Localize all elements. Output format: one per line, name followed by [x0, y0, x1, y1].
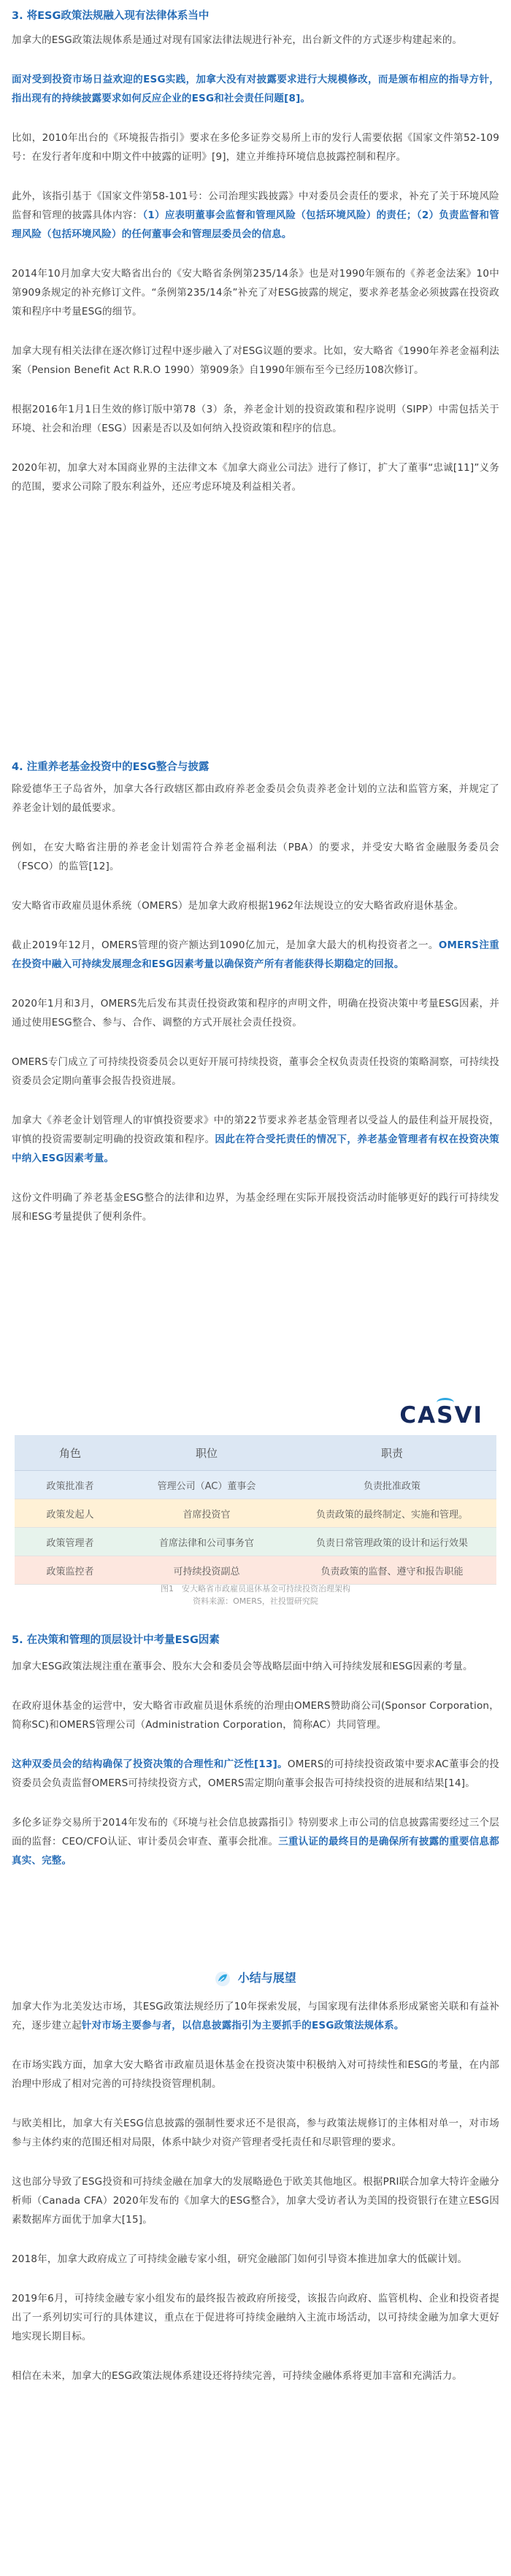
casvi-logo — [396, 1399, 483, 1429]
table-header-duty: 职责 — [288, 1435, 496, 1471]
section-5-body — [12, 1657, 499, 1891]
table-cell: 政策管理者 — [15, 1528, 126, 1556]
table-caption — [0, 1583, 511, 1607]
table-header-position: 职位 — [126, 1435, 288, 1471]
sec3-paragraph-1: 加拿大的ESG政策法规体系是通过对现有国家法律法规进行补充，出台新文件的方式逐步构建起来的。 — [12, 34, 463, 46]
sec5-paragraph-2: 在政府退休基金的运营中，安大略省市政雇员退休系统的治理由OMERS赞助商公司(Sponsor Corporation，简称SC)和OMERS管理公司（Administration Corporation，简称AC）共同管理。 — [12, 1700, 499, 1731]
table-cell: 可持续投资副总 — [126, 1556, 288, 1585]
table-cell: 政策监控者 — [15, 1556, 126, 1585]
table-row — [15, 1528, 496, 1556]
summary-paragraph-3: 与欧美相比，加拿大有关ESG信息披露的强制性要求还不是很高，参与政策法规修订的主体相对单一，对市场参与主体约束的范围还相对局限，体系中缺少对资产管理者受托责任和尽职管理的要求。 — [12, 2118, 499, 2148]
table-cell: 首席投资官 — [126, 1499, 288, 1528]
sec3-paragraph-7: 根据2016年1月1日生效的修订版中第78（3）条，养老金计划的投资政策和程序说明（SIPP）中需包括关于环境、社会和治理（ESG）因素是否以及如何纳入投资政策和程序的信息。 — [12, 404, 499, 434]
summary-paragraph-4: 这也部分导致了ESG投资和可持续金融在加拿大的发展略逊色于欧美其他地区。根据PRI联合加拿大特许金融分析师（Canada CFA）2020年发布的《加拿大的ESG整合》，加拿大受访者认为美国的投资银行在建立ESG因素数据库方面优于加拿大[15]。 — [12, 2176, 499, 2226]
summary-paragraph-7: 相信在未来，加拿大的ESG政策法规体系建设还将持续完善，可持续金融体系将更加丰富和充满活力。 — [12, 2370, 463, 2382]
sec3-paragraph-3: 比如，2010年出台的《环境报告指引》要求在多伦多证券交易所上市的发行人需要依据《国家文件第52-109号：在发行者年度和中期文件中披露的证明》[9]，建立并维持环境信息披露控制和程序。 — [12, 132, 499, 163]
summary-paragraph-1-highlight: 针对市场主要参与者，以信息披露指引为主要抓手的ESG政策法规体系。 — [81, 2020, 404, 2031]
table-row — [15, 1471, 496, 1499]
sec5-paragraph-3-highlight: 这种双委员会的结构确保了投资决策的合理性和广泛性[13]。 — [12, 1758, 288, 1770]
table-header-row — [15, 1435, 496, 1471]
section-4-heading: 4. 注重养老基金投资中的ESG整合与披露 — [12, 761, 210, 773]
sec4-paragraph-4-text: 截止2019年12月，OMERS管理的资产额达到1090亿加元，是加拿大最大的机构投资者之一。 — [12, 939, 439, 951]
sec3-paragraph-2-highlight: 面对受到投资市场日益欢迎的ESG实践，加拿大没有对披露要求进行大规模修改，而是颁布相应的指导方针，指出现有的持续披露要求如何反应企业的ESG和社会责任问题[8]。 — [12, 74, 499, 104]
sec4-paragraph-4 — [12, 936, 499, 974]
section-3-heading: 3. 将ESG政策法规融入现有法律体系当中 — [12, 10, 210, 22]
table-cell: 政策发起人 — [15, 1499, 126, 1528]
summary-paragraph-1 — [12, 1997, 499, 2035]
table-cell: 负责政策的监督、遵守和报告职能 — [288, 1556, 496, 1585]
table-caption-title: 图1 安大略省市政雇员退休基金可持续投资治理架构 — [161, 1584, 350, 1593]
summary-heading — [0, 1969, 511, 1987]
sec4-paragraph-1: 除爱德华王子岛省外，加拿大各行政辖区都由政府养老金委员会负责养老金计划的立法和监管方案，并规定了养老金计划的最低要求。 — [12, 783, 499, 814]
summary-paragraph-5: 2018年，加拿大政府成立了可持续金融专家小组，研究金融部门如何引导资本推进加拿大的低碳计划。 — [12, 2253, 468, 2265]
sec3-paragraph-4-highlight: （1）应表明董事会监督和管理风险（包括环境风险）的责任；（2）负责监督和管理风险（包括环境风险）的任何董事会和管理层委员会的信息。 — [12, 209, 500, 240]
table-cell: 负责批准政策 — [288, 1471, 496, 1499]
sec4-paragraph-3: 安大略省市政雇员退休系统（OMERS）是加拿大政府根据1962年法规设立的安大略省政府退休基金。 — [12, 900, 464, 912]
sec5-paragraph-4-highlight: 三重认证的最终目的是确保所有披露的重要信息都真实、完整。 — [12, 1836, 499, 1866]
table-caption-source: 资料来源：OMERS，社投盟研究院 — [193, 1596, 318, 1606]
table-cell: 负责政策的最终制定、实施和管理。 — [288, 1499, 496, 1528]
sec5-paragraph-4-text: 多伦多证券交易所于2014年发布的《环境与社会信息披露指引》特别要求上市公司的信息披露需要经过三个层面的监督：CEO/CFO认证、审计委员会审查、董事会批准。 — [12, 1817, 499, 1848]
logo-text: CASVI — [399, 1402, 483, 1429]
section-5-heading: 5. 在决策和管理的顶层设计中考量ESG因素 — [12, 1634, 220, 1646]
sec3-paragraph-8: 2020年初，加拿大对本国商业界的主法律文本《加拿大商业公司法》进行了修订，扩大了董事“忠诚[11]”义务的范围，要求公司除了股东利益外，还应考虑环境及利益相关者。 — [12, 462, 499, 493]
table-header-role: 角色 — [15, 1435, 126, 1471]
sec3-paragraph-4-text: 此外，该指引基于《国家文件第58-101号：公司治理实践披露》中对委员会责任的要求，补充了关于环境风险监督和管理的披露具体内容： — [12, 191, 499, 221]
sec3-paragraph-5: 2014年10月加拿大安大略省出台的《安大略省条例第235/14条》也是对1990年颁布的《养老金法案》10中第909条规定的补充修订文件。“条例第235/14条”补充了对ESG披露的规定，要求养老基金必须披露在投资政策和程序中考量ESG的细节。 — [12, 268, 499, 318]
summary-body — [12, 1997, 499, 2406]
summary-paragraph-1-text: 加拿大作为北美发达市场，其ESG政策法规经历了10年探索发展，与国家现有法律体系形成紧密关联和有益补充，逐步建立起 — [12, 2001, 499, 2031]
summary-paragraph-2: 在市场实践方面，加拿大安大略省市政雇员退休基金在投资决策中积极纳入对可持续性和ESG的考量，在内部治理中形成了相对完善的可持续投资管理机制。 — [12, 2059, 499, 2090]
section-3-body — [12, 31, 499, 517]
sec4-paragraph-4-highlight: OMERS注重在投资中融入可持续发展理念和ESG因素考量以确保资产所有者能获得长期稳定的回报。 — [12, 939, 499, 970]
table-cell: 管理公司（AC）董事会 — [126, 1471, 288, 1499]
summary-paragraph-6: 2019年6月，可持续金融专家小组发布的最终报告被政府所接受，该报告向政府、监管机构、企业和投资者提出了一系列切实可行的具体建议，重点在于促进将可持续金融纳入主流市场活动，以可持续金融为加拿大更好地实现长期目标。 — [12, 2293, 499, 2342]
sec3-paragraph-6: 加拿大现有相关法律在逐次修订过程中逐步融入了对ESG议题的要求。比如，安大略省《1990年养老金福利法案（Pension Benefit Act R.R.O 1990）第909条》自1990年颁布至今已经历108次修订。 — [12, 345, 499, 376]
table-cell: 首席法律和公司事务官 — [126, 1528, 288, 1556]
sec4-paragraph-6: OMERS专门成立了可持续投资委员会以更好开展可持续投资，董事会全权负责责任投资的策略洞察，可持续投资委员会定期向董事会报告投资进展。 — [12, 1056, 499, 1087]
sec4-paragraph-2: 例如，在安大略省注册的养老金计划需符合养老金福利法（PBA）的要求，并受安大略省金融服务委员会（FSCO）的监管[12]。 — [12, 842, 499, 872]
sec5-paragraph-1: 加拿大ESG政策法规注重在董事会、股东大会和委员会等战略层面中纳入可持续发展和ESG因素的考量。 — [12, 1661, 473, 1672]
sec4-paragraph-7 — [12, 1111, 499, 1168]
sec3-paragraph-4 — [12, 187, 499, 244]
sec4-paragraph-8: 这份文件明确了养老基金ESG整合的法律和边界，为基金经理在实际开展投资活动时能够更好的践行可持续发展和ESG考量提供了便利条件。 — [12, 1192, 499, 1223]
sec4-paragraph-5: 2020年1月和3月，OMERS先后发布其责任投资政策和程序的声明文件，明确在投资决策中考量ESG因素，并通过使用ESG整合、参与、合作、调整的方式开展社会责任投资。 — [12, 998, 499, 1029]
table-row — [15, 1556, 496, 1585]
sec4-paragraph-7-highlight: 因此在符合受托责任的情况下，养老基金管理者有权在投资决策中纳入ESG因素考量。 — [12, 1134, 499, 1164]
sec5-paragraph-3 — [12, 1755, 499, 1793]
sec5-paragraph-4 — [12, 1813, 499, 1870]
sec4-paragraph-7-text: 加拿大《养老金计划管理人的审慎投资要求》中的第22节要求养老基金管理者以受益人的最佳利益开展投资，审慎的投资需要制定明确的投资政策和程序。 — [12, 1115, 499, 1145]
table-cell: 政策批准者 — [15, 1471, 126, 1499]
table-row — [15, 1499, 496, 1528]
governance-table — [15, 1435, 496, 1585]
leaf-icon — [215, 1971, 231, 1987]
sec5-paragraph-3-text: OMERS的可持续投资政策中要求AC董事会的投资委员会负责监督OMERS可持续投资方式，OMERS需定期向董事会报告可持续投资的进展和结果[14]。 — [12, 1758, 499, 1789]
section-4-body — [12, 780, 499, 1247]
table-cell: 负责日常管理政策的设计和运行效果 — [288, 1528, 496, 1556]
summary-heading-text: 小结与展望 — [237, 1971, 296, 1985]
